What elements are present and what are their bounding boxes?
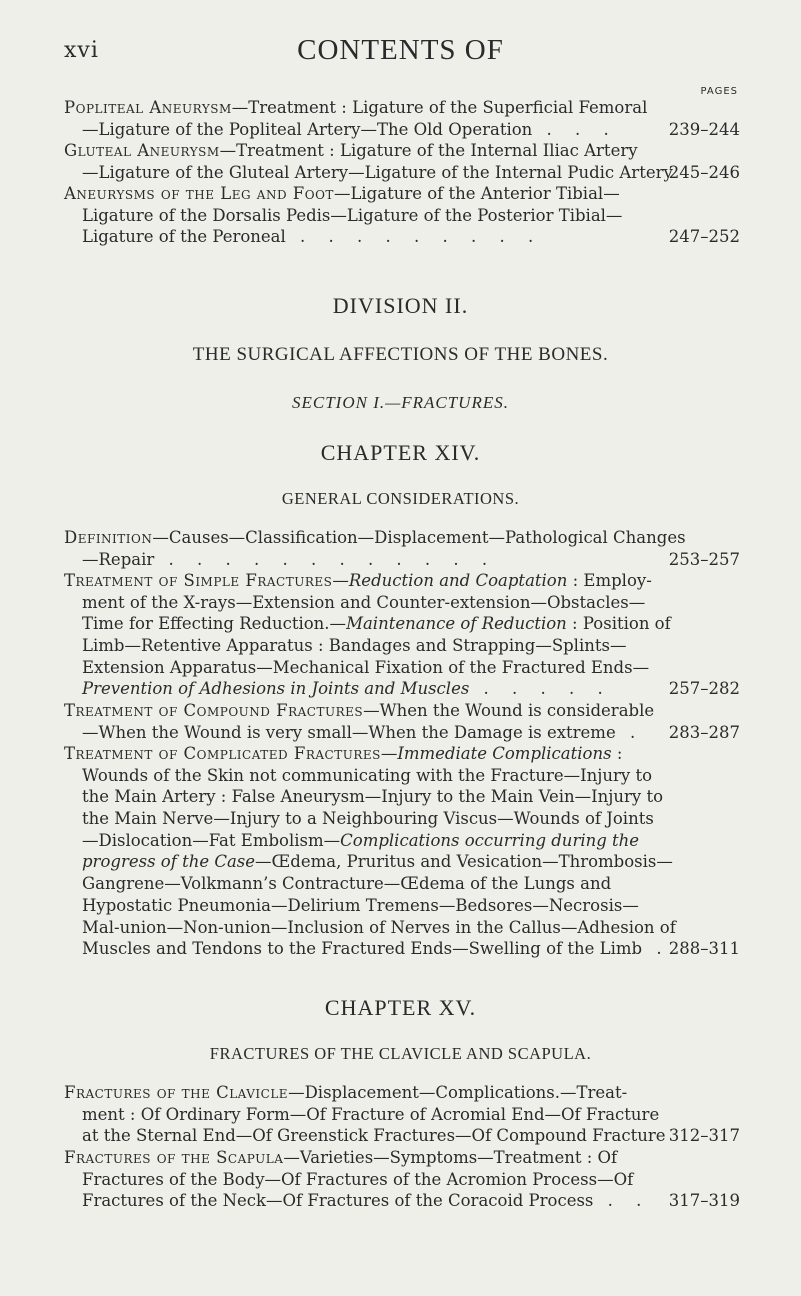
toc-line	[64, 1169, 736, 1191]
toc-line	[64, 917, 736, 939]
toc-line	[64, 613, 736, 635]
toc-line	[64, 786, 736, 808]
toc-text: Definition	[64, 528, 153, 547]
toc-entry	[64, 700, 740, 743]
page-range: 253–257	[668, 549, 740, 569]
toc-line	[64, 1104, 736, 1126]
page-range: 247–252	[668, 227, 740, 247]
running-header	[0, 34, 801, 74]
toc-line	[64, 1147, 736, 1169]
toc-text: : Employ-	[567, 571, 652, 590]
toc-text: Ligature of the Dorsalis Pedis—Ligature of the Posterior Tibial—	[82, 205, 623, 225]
toc-text: Reduction and Coaptation	[348, 571, 568, 590]
dot-leader: .	[642, 939, 671, 959]
toc-text: —	[380, 744, 398, 763]
page-range: 288–311	[668, 939, 740, 959]
toc-text: Mal-union—Non-union—Inclusion of Nerves in the Callus—Adhesion of	[82, 917, 676, 937]
toc-entry	[64, 1147, 740, 1212]
dot-leader: . . . . .	[469, 679, 612, 699]
toc-entry	[64, 527, 740, 570]
toc-line	[64, 765, 736, 787]
pages-column-label: PAGES	[700, 86, 738, 97]
toc-text: —Treatment : Ligature of the Internal Iliac Artery	[219, 141, 638, 160]
toc-text: progress of the Case	[82, 852, 256, 872]
toc-text: Wounds of the Skin not communicating with the Fracture—Injury to	[82, 765, 653, 785]
toc-line	[64, 635, 736, 657]
page-range: 283–287	[668, 722, 740, 742]
toc-text: :	[611, 744, 623, 763]
chapter-number: CHAPTER XV.	[324, 995, 477, 1020]
toc-text: Muscles and Tendons to the Fractured Ends—Swelling of the Limb	[82, 939, 643, 959]
toc-line	[64, 549, 740, 571]
toc-line	[64, 162, 740, 184]
toc-text: Popliteal Aneurysm	[64, 98, 232, 117]
toc-line	[64, 678, 740, 700]
toc-text: —Dislocation—Fat Embolism—	[82, 830, 341, 850]
toc-text: Extension Apparatus—Mechanical Fixation of the Fractured Ends—	[82, 657, 650, 677]
toc-line	[64, 722, 740, 744]
dot-leader: . . .	[532, 119, 618, 139]
chapter-title: FRACTURES OF THE CLAVICLE AND SCAPULA.	[209, 1044, 592, 1063]
toc-entry	[64, 1082, 740, 1147]
toc-line	[64, 1190, 740, 1212]
toc-text: —Varieties—Symptoms—Treatment : Of	[283, 1148, 618, 1167]
chapter-title: GENERAL CONSIDERATIONS.	[281, 489, 520, 508]
toc-line	[64, 183, 736, 205]
toc-entry	[64, 183, 740, 248]
toc-line	[64, 1125, 740, 1147]
toc-line	[64, 97, 736, 119]
toc-text: the Main Nerve—Injury to a Neighbouring Viscus—Wounds of Joints	[82, 809, 654, 829]
toc-line	[64, 1082, 736, 1104]
chapter-number: CHAPTER XIV.	[320, 440, 481, 465]
page-folio: xvi	[64, 38, 99, 63]
toc-entry	[64, 97, 740, 140]
toc-line	[64, 895, 736, 917]
toc-text: Treatment of Compound Fractures	[64, 701, 364, 720]
section-title: SECTION I.—FRACTURES.	[292, 393, 509, 412]
page-range: 257–282	[668, 679, 740, 699]
toc-line	[64, 226, 740, 248]
toc-text: Maintenance of Reduction	[346, 614, 567, 634]
page-range: 245–246	[668, 162, 740, 182]
toc-text: Gangrene—Volkmann’s Contracture—Œdema of the Lungs and	[82, 874, 612, 894]
page-range: 317–319	[668, 1191, 740, 1211]
toc-text: Aneurysms of the Leg and Foot	[64, 184, 334, 203]
toc-line	[64, 743, 736, 765]
toc-text: —Causes—Classification—Displacement—Pathological Changes	[152, 528, 686, 547]
toc-text: —Treatment : Ligature of the Superficial Femoral	[231, 98, 648, 117]
page-range: 239–244	[668, 119, 740, 139]
toc-line	[64, 851, 736, 873]
toc-text: —When the Wound is considerable	[363, 701, 655, 720]
running-title: CONTENTS OF	[297, 34, 504, 66]
dot-leader: . . . . . . . . . . . .	[154, 549, 497, 569]
toc-text: Complications occurring during the	[340, 830, 640, 850]
toc-text: : Position of	[566, 614, 671, 634]
toc-line	[64, 140, 736, 162]
toc-text: ment : Of Ordinary Form—Of Fracture of Acromial End—Of Fracture	[82, 1104, 660, 1124]
toc-entry	[64, 140, 740, 183]
toc-line	[64, 873, 736, 895]
toc-text: Time for Effecting Reduction.—	[82, 614, 347, 634]
toc-text: —Ligature of the Gluteal Artery—Ligature of the Internal Pudic Artery	[82, 162, 673, 182]
toc-entry	[64, 570, 740, 700]
toc-text: —When the Wound is very small—When the Damage is extreme	[82, 722, 616, 742]
dot-leader: . . . . . . . . .	[285, 227, 543, 247]
toc-text: the Main Artery : False Aneurysm—Injury to the Main Vein—Injury to	[82, 787, 664, 807]
toc-text: Fractures of the Body—Of Fractures of the Acromion Process—Of	[82, 1169, 634, 1189]
page-range: 312–317	[668, 1126, 740, 1146]
toc-entry	[64, 743, 740, 960]
toc-line	[64, 205, 736, 227]
toc-text: —Ligature of the Anterior Tibial—	[333, 184, 620, 203]
toc-line	[64, 592, 736, 614]
toc-text: at the Sternal End—Of Greenstick Fractures—Of Compound Fracture	[82, 1126, 666, 1146]
toc-line	[64, 570, 736, 592]
toc-text: Treatment of Complicated Fractures	[64, 744, 381, 763]
division-heading: DIVISION II.	[332, 293, 469, 318]
toc-line	[64, 527, 736, 549]
toc-text: Limb—Retentive Apparatus : Bandages and Strapping—Splints—	[82, 636, 627, 656]
toc-text: Fractures of the Scapula	[64, 1148, 284, 1167]
dot-leader: .	[615, 722, 645, 742]
toc-line	[64, 119, 740, 141]
toc-text: —Ligature of the Popliteal Artery—The Old Operation	[82, 119, 533, 139]
toc-text: —	[332, 571, 349, 590]
toc-line	[64, 808, 736, 830]
toc-text: Fractures of the Clavicle	[64, 1083, 289, 1102]
dot-leader: . .	[593, 1191, 651, 1211]
toc-text: —Œdema, Pruritus and Vesication—Thrombosis—	[255, 852, 673, 872]
part-title: THE SURGICAL AFFECTIONS OF THE BONES.	[192, 344, 609, 365]
toc-text: Hypostatic Pneumonia—Delirium Tremens—Bedsores—Necrosis—	[82, 895, 639, 915]
toc-line	[64, 657, 736, 679]
toc-text: Treatment of Simple Fractures	[64, 571, 333, 590]
toc-line	[64, 700, 736, 722]
toc-text: —Repair	[82, 549, 155, 569]
toc-text: Ligature of the Peroneal	[82, 227, 286, 247]
toc-text: ment of the X-rays—Extension and Counter-extension—Obstacles—	[82, 592, 646, 612]
toc-text: Gluteal Aneurysm	[64, 141, 220, 160]
toc-text: Fractures of the Neck—Of Fractures of the Coracoid Process	[82, 1191, 594, 1211]
toc-text: —Displacement—Complications.—Treat-	[288, 1083, 628, 1102]
toc-line	[64, 938, 740, 960]
toc-text: Prevention of Adhesions in Joints and Muscles	[82, 679, 470, 699]
toc-text: Immediate Complications	[397, 744, 612, 763]
toc-line	[64, 830, 736, 852]
